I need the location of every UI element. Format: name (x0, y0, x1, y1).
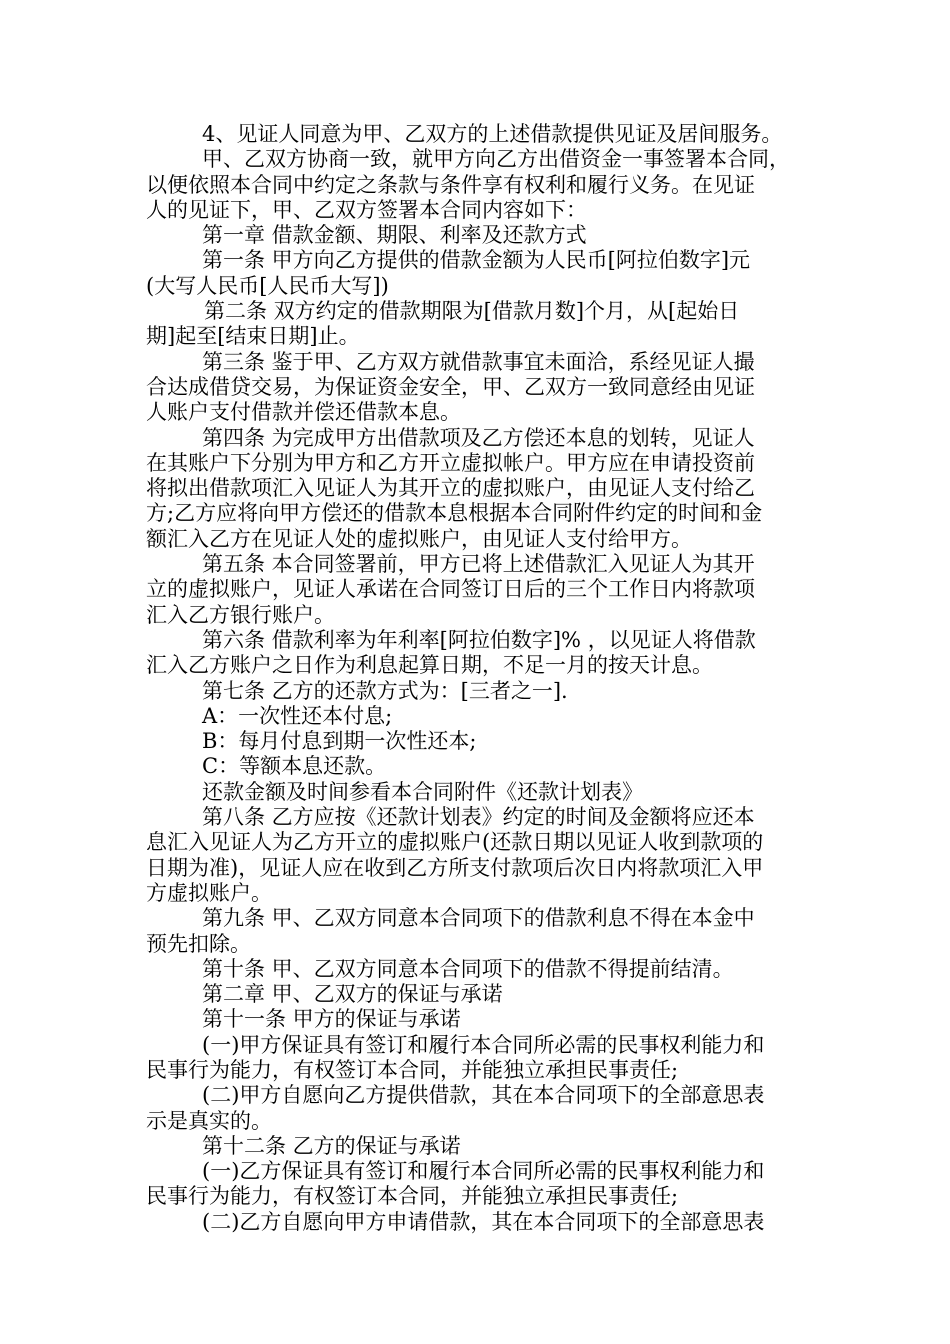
article-line: 第十条 甲、乙双方同意本合同项下的借款不得提前结清。 (202, 956, 734, 981)
clause-line: (二)甲方自愿向乙方提供借款，其在本合同项下的全部意思表 (202, 1083, 765, 1108)
option-line: B：每月付息到期一次性还本; (202, 729, 477, 754)
text-line: 示是真实的。 (146, 1108, 272, 1133)
article-line: 第九条 甲、乙双方同意本合同项下的借款利息不得在本金中 (202, 906, 755, 931)
text-line: 汇入乙方账户之日作为利息起算日期，不足一月的按天计息。 (146, 653, 713, 678)
text-line: 息汇入见证人为乙方开立的虚拟账户(还款日期以见证人收到款项的 (146, 830, 764, 855)
option-line: A：一次性还本付息; (202, 703, 393, 728)
text-line: 合达成借贷交易，为保证资金安全，甲、乙双方一致同意经由见证 (146, 374, 755, 399)
article-line: 第七条 乙方的还款方式为：[三者之一]. (202, 678, 568, 703)
chapter-heading: 第二章 甲、乙双方的保证与承诺 (202, 982, 503, 1007)
article-line: 第十一条 甲方的保证与承诺 (202, 1007, 461, 1032)
article-line: 第二条 双方约定的借款期限为[借款月数]个月，从[起始日 (204, 299, 740, 324)
text-line: 人的见证下，甲、乙双方签署本合同内容如下： (146, 197, 587, 222)
text-line: 民事行为能力，有权签订本合同，并能独立承担民事责任; (146, 1184, 679, 1209)
text-line: 将拟出借款项汇入见证人为其开立的虚拟账户，由见证人支付给乙 (146, 476, 755, 501)
text-line: 方虚拟账户。 (146, 880, 272, 905)
option-line: C：等额本息还款。 (202, 754, 387, 779)
text-line: 立的虚拟账户，见证人承诺在合同签订日后的三个工作日内将款项 (146, 577, 755, 602)
article-line: 第四条 为完成甲方出借款项及乙方偿还本息的划转，见证人 (202, 425, 755, 450)
text-line: 额汇入乙方在见证人处的虚拟账户，由见证人支付给甲方。 (146, 526, 692, 551)
text-line: 民事行为能力，有权签订本合同，并能独立承担民事责任; (146, 1057, 679, 1082)
text-line: 人账户支付借款并偿还借款本息。 (146, 400, 461, 425)
text-line: 期]起至[结束日期]止。 (146, 324, 360, 349)
article-line: 第三条 鉴于甲、乙方双方就借款事宜未面洽，系经见证人撮 (202, 349, 755, 374)
text-line: 方;乙方应将向甲方偿还的借款本息根据本合同附件约定的时间和金 (146, 501, 763, 526)
article-line: 第六条 借款利率为年利率[阿拉伯数字]% ，以见证人将借款 (202, 627, 756, 652)
text-line: 汇入乙方银行账户。 (146, 602, 335, 627)
chapter-heading: 第一章 借款金额、期限、利率及还款方式 (202, 223, 587, 248)
article-line: 第十二条 乙方的保证与承诺 (202, 1133, 461, 1158)
article-line: 第一条 甲方向乙方提供的借款金额为人民币[阿拉伯数字]元 (202, 248, 751, 273)
document-page (146, 122, 806, 1235)
text-line: 甲、乙双方协商一致，就甲方向乙方出借资金一事签署本合同， (202, 147, 790, 172)
text-line: 在其账户下分别为甲方和乙方开立虚拟帐户。甲方应在申请投资前 (146, 450, 755, 475)
clause-line: (二)乙方自愿向甲方申请借款，其在本合同项下的全部意思表 (202, 1209, 765, 1234)
text-line: 还款金额及时间参看本合同附件《还款计划表》 (202, 779, 643, 804)
text-line: 以便依照本合同中约定之条款与条件享有权利和履行义务。在见证 (146, 172, 755, 197)
text-line: 日期为准)，见证人应在收到乙方所支付款项后次日内将款项汇入甲 (146, 855, 764, 880)
text-line: 预先扣除。 (146, 931, 251, 956)
clause-line: (一)甲方保证具有签订和履行本合同所必需的民事权利能力和 (202, 1032, 765, 1057)
clause-line: (一)乙方保证具有签订和履行本合同所必需的民事权利能力和 (202, 1159, 765, 1184)
text-line: (大写人民币[人民币大写]) (146, 273, 389, 298)
text-line: 4、见证人同意为甲、乙双方的上述借款提供见证及居间服务。 (202, 122, 783, 146)
article-line: 第八条 乙方应按《还款计划表》约定的时间及金额将应还本 (202, 805, 755, 830)
article-line: 第五条 本合同签署前，甲方已将上述借款汇入见证人为其开 (202, 552, 755, 577)
